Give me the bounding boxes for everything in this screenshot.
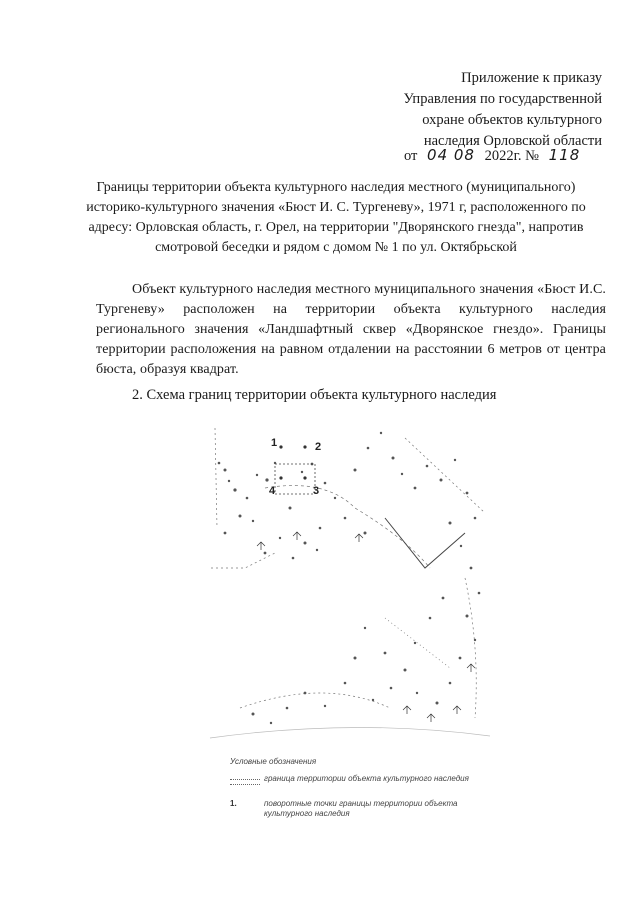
dotted-line-icon xyxy=(230,774,264,785)
appendix-block xyxy=(372,68,602,152)
order-prefix: от xyxy=(404,148,418,164)
legend-title: Условные обозначения xyxy=(230,757,317,766)
point-label-1: 1 xyxy=(271,437,278,449)
point-label-4: 4 xyxy=(269,485,276,497)
map-tree-symbols xyxy=(257,532,475,722)
order-number-handwritten: 118 xyxy=(548,146,581,164)
appendix-line: Управления по государственной xyxy=(403,91,602,107)
order-year: 2022г. № xyxy=(484,148,540,164)
order-date-line xyxy=(404,145,614,167)
map-legend xyxy=(230,757,470,833)
appendix-line: Приложение к приказу xyxy=(461,70,602,86)
appendix-line: наследия Орловской области xyxy=(423,133,602,149)
document-title: Границы территории объекта культурного наследия местного (муниципального) историко-культурного значения «Бюст И. С. Тургеневу», 1971 г, расположенного по адресу: Орловская область, г. Орел, на территории "Дворянского гнезда", напротив смотровой беседки и рядом с домом № 1 по ул. Октябрьской xyxy=(86,180,586,255)
description-paragraph: Объект культурного наследия местного муниципального значения «Бюст И.С. Тургеневу» расположен на территории объекта культурного наследия регионального значения «Ландшафтный сквер «Дворянское гнездо». Границы территории расположения на равном отдалении на расстоянии 6 метров от центра бюста, образуя квадрат. xyxy=(96,282,606,377)
legend-item-text: граница территории объекта культурного наследия xyxy=(264,774,469,783)
appendix-line: охране объектов культурного xyxy=(422,112,602,128)
point-label-2: 2 xyxy=(315,441,322,453)
point-label-3: 3 xyxy=(313,485,320,497)
scheme-heading: 2. Схема границ территории объекта культурного наследия xyxy=(132,387,497,403)
boundary-scheme-map xyxy=(205,418,495,751)
legend-item-text: поворотные точки границы территории объекта культурного наследия xyxy=(264,799,458,818)
order-date-handwritten: 04 08 xyxy=(427,146,475,164)
legend-item xyxy=(230,774,470,785)
legend-item xyxy=(230,799,470,819)
map-point-labels xyxy=(269,437,321,497)
map-boundary-markers xyxy=(279,445,306,479)
legend-item-symbol: 1. xyxy=(230,799,237,808)
map-vegetation-dots xyxy=(218,432,481,724)
map-paths xyxy=(210,428,490,738)
